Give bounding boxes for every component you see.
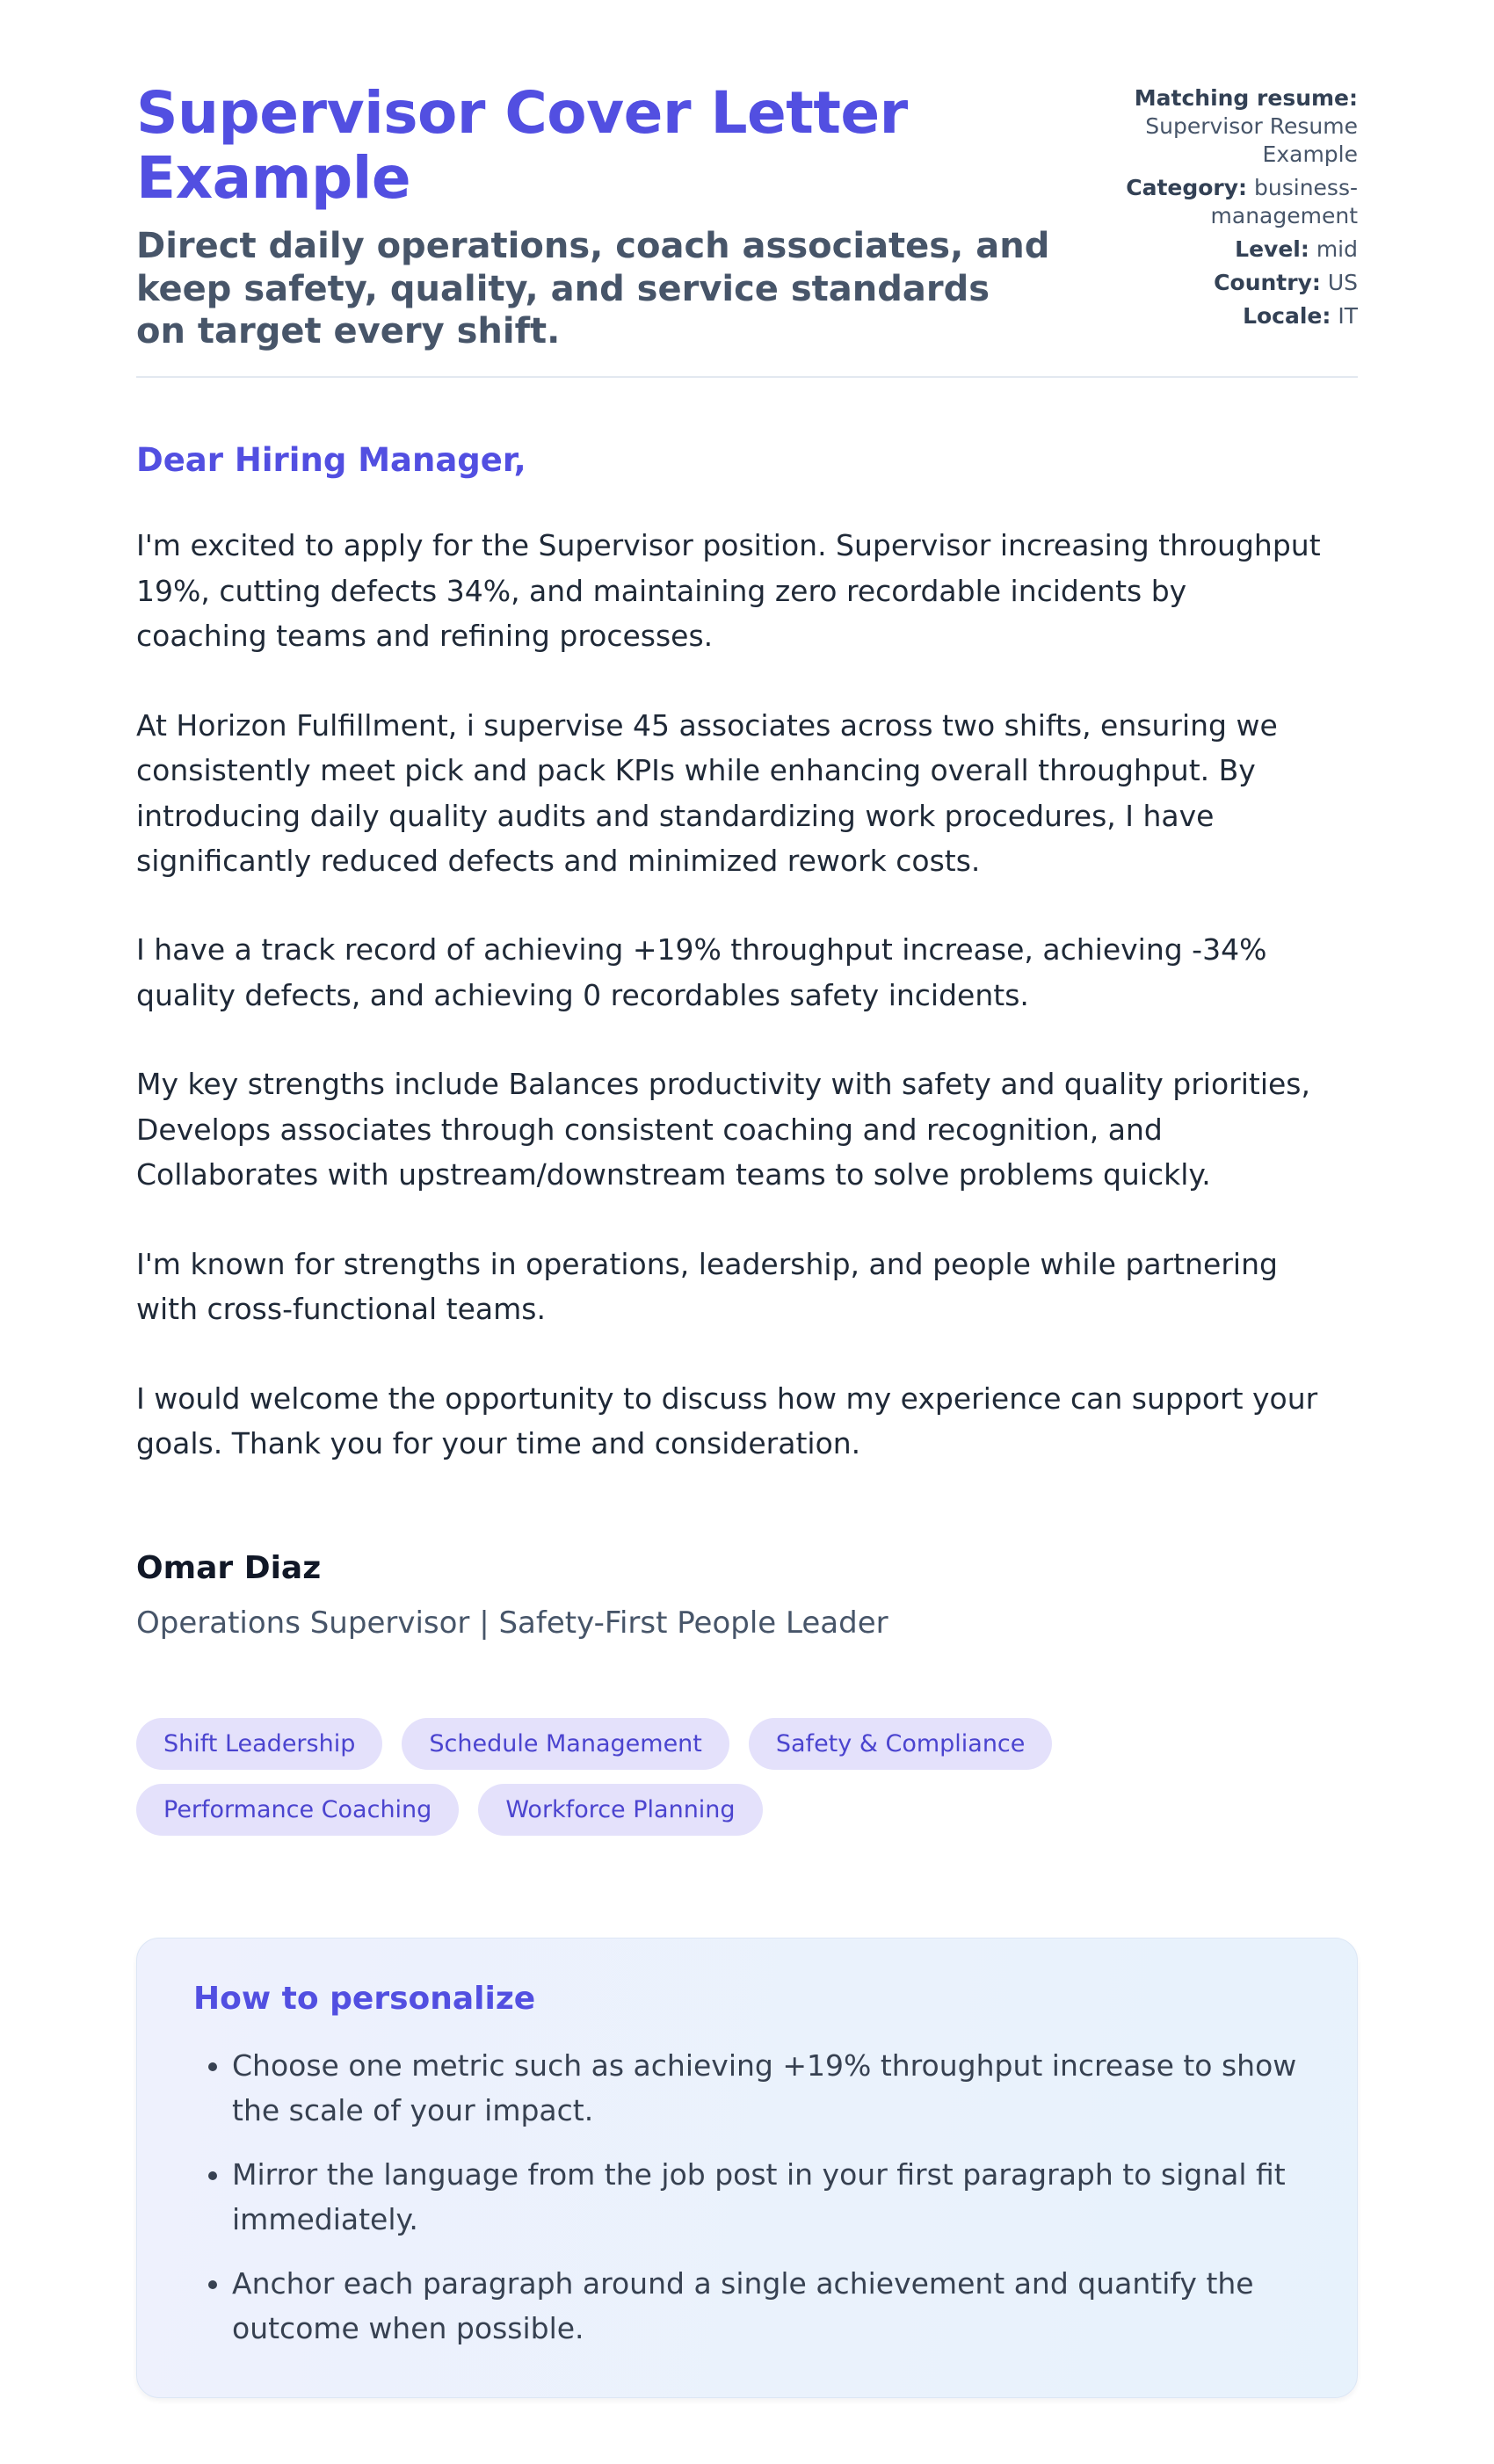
letter-body (136, 441, 1358, 1641)
skill-tag-shift-leadership: Shift Leadership (136, 1718, 382, 1770)
page-header (136, 81, 1358, 353)
page-title: Supervisor Cover Letter Example (136, 79, 908, 212)
meta-item-country (1113, 269, 1358, 297)
callout-bullet-list (193, 2043, 1301, 2352)
skill-tag-schedule-management: Schedule Management (402, 1718, 729, 1770)
letter-paragraph-2: At Horizon Fulfillment, i supervise 45 associates across two shifts, ensuring we consistently meet pick and pack KPIs while enhancing overall throughput. By introducing daily quality audits and standardizing work procedures, I have significantly reduced defects and minimized rework costs. (136, 707, 1278, 879)
meta-label: Country: (1214, 270, 1321, 295)
skill-tags (136, 1718, 1358, 1836)
letter-paragraph-3: I have a track record of achieving +19% throughput increase, achieving -34% quality defects, and achieving 0 recordables safety incidents. (136, 932, 1267, 1012)
letter-paragraph-6: I would welcome the opportunity to discuss how my experience can support your goals. Thank you for your time and consideration. (136, 1381, 1318, 1461)
meta-label: Locale: (1243, 303, 1331, 329)
letter-paragraph-5: I'm known for strengths in operations, leadership, and people while partnering with cross-functional teams. (136, 1246, 1278, 1327)
callout-bullet-2: • Mirror the language from the job post in your first paragraph to signal fit immediately. (232, 2152, 1301, 2242)
letter-paragraph-1: I'm excited to apply for the Supervisor position. Supervisor increasing throughput 19%, cutting defects 34%, and maintaining zero recordable incidents by coaching teams and refining processes. (136, 528, 1321, 654)
personalize-callout (136, 1938, 1358, 2398)
meta-value: business-management (1210, 175, 1358, 228)
skill-tag-workforce-planning: Workforce Planning (478, 1784, 762, 1836)
skill-tag-performance-coaching: Performance Coaching (136, 1784, 459, 1836)
meta-label: Matching resume: (1134, 85, 1358, 111)
meta-value: mid (1316, 236, 1358, 262)
meta-panel (1113, 81, 1358, 336)
callout-bullet-3: • Anchor each paragraph around a single achievement and quantify the outcome when possible. (232, 2261, 1301, 2351)
meta-value: IT (1338, 303, 1358, 329)
meta-item-category (1113, 174, 1358, 230)
letter-paragraph-4: My key strengths include Balances productivity with safety and quality priorities, Develops associates through consistent coaching and recognition, and Collaborates with upstream/downstream teams to solve problems quickly. (136, 1067, 1310, 1192)
header-divider (136, 376, 1358, 378)
meta-item-locale (1113, 302, 1358, 330)
meta-label: Category: (1126, 175, 1248, 200)
greeting: Dear Hiring Manager, (136, 441, 526, 480)
meta-value: Supervisor Resume Example (1145, 113, 1358, 167)
meta-item-matching-resume (1113, 84, 1358, 169)
header-text-block (136, 81, 1050, 353)
callout-title: How to personalize (193, 1980, 536, 2017)
meta-value: US (1327, 270, 1358, 295)
meta-item-level (1113, 236, 1358, 264)
signature-name: Omar Diaz (136, 1549, 322, 1586)
page-subtitle: Direct daily operations, coach associates, and keep safety, quality, and service standards on target every shift. (136, 225, 1050, 352)
signature-role: Operations Supervisor | Safety-First People Leader (136, 1605, 888, 1641)
skill-tag-safety-compliance: Safety & Compliance (749, 1718, 1053, 1770)
meta-label: Level: (1235, 236, 1309, 262)
callout-bullet-1: • Choose one metric such as achieving +19% throughput increase to show the scale of your impact. (232, 2043, 1301, 2133)
